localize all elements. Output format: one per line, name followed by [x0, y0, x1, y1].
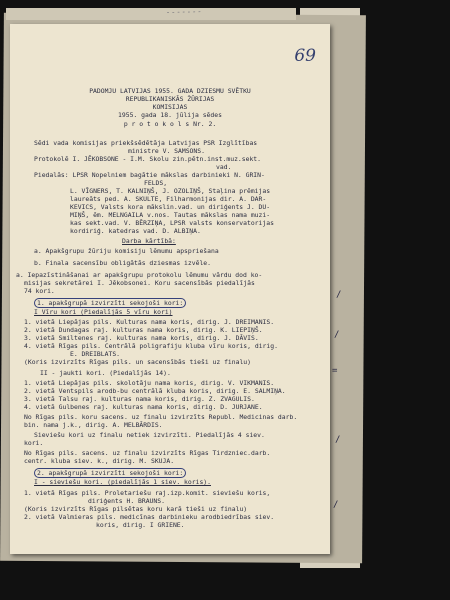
margin-mark: / — [336, 290, 342, 300]
place-line: 1. vietā Liepājas pils. Kulturas nama koris, dirig. J. DREIMANIS. — [24, 318, 275, 326]
margin-marks — [330, 40, 355, 560]
header-date: 1955. gada 18. jūlija sēdes — [118, 111, 222, 119]
protocol-title: p r o t o k o l s Nr. 2. — [123, 120, 217, 128]
place-line: diriģents H. BRAUNS. — [88, 497, 165, 505]
mixed-note: No Rīgas pils. koru sacens. uz finalu izvirzīts Republ. Medicinas darb. — [24, 413, 298, 421]
group2-note: (Koris izvirzīts Rīgas pilsētas koru karā tieši uz finalu) — [24, 505, 248, 513]
margin-mark: = — [332, 366, 338, 376]
women-note: Sieviešu kori uz finalu netiek izvirzīti. Piedalījās 4 siev. — [34, 431, 265, 439]
rear-page-strip — [6, 8, 296, 20]
intro-line: vad. — [216, 163, 232, 171]
intro-line: MIŅŠ, ēm. MELNGAILA v.nos. Tautas mākslas nama muzi- — [70, 211, 271, 219]
margin-mark: / — [335, 435, 341, 445]
riga-note: No Rīgas pils. sacens. uz finalu izvirzīts Rīgas Tirdzniec.darb. — [24, 449, 271, 457]
place-line: 4. vietā Rīgas pils. Centrālā poligrafiju kluba vīru koris, dirig. — [24, 342, 278, 350]
riga-note: centr. kluba siev. k., dirig. M. SKUJA. — [24, 457, 175, 465]
group1-title: 1. apakšgrupā izvirzīti sekojoši kori: — [34, 298, 186, 308]
mixed-note: bin. nama j.k., dirig. A. MELBĀRDIS. — [24, 421, 163, 429]
place-line: 2. vietā Dundagas raj. kulturas nama koris, dirig. K. LIEPIŅŠ. — [24, 326, 263, 334]
women-note: kori. — [24, 439, 44, 447]
item-a-line: 74 kori. — [24, 287, 55, 295]
intro-line: ministre V. SAMSONS. — [128, 147, 205, 155]
item-a-line: a. Iepazīstināšanai ar apakšgrupu protokolu lēmumu vārdu dod ko- — [16, 271, 263, 279]
intro-line: FELDS, — [144, 179, 168, 187]
intro-line: laureāts ped. A. SKULTE, Filharmonijas dir. A. DAR- — [70, 195, 267, 203]
intro-line: kas sekt.vad. V. BĒRZIŅA, LPSR valsts konservatorijas — [70, 219, 274, 227]
header-line: PADOMJU LATVIJAS 1955. GADA DZIESMU SVĒTKU — [89, 87, 251, 95]
place-line: koris, dirig. I GRIENE. — [96, 521, 185, 529]
intro-line: Piedalās: LPSR Nopelniem bagātie mākslas darbinieki N. GRIN- — [34, 171, 265, 179]
place-line: 4. vietā Gulbenes raj. kulturas nama koris, dirig. D. JURJANE. — [24, 403, 263, 411]
intro-line: Protokolē I. JĒKOBSONE - I.M. Skolu zin.pētn.inst.muz.sekt. — [34, 155, 262, 163]
intro-line: kordiriģ. katedras vad. D. ALBIŅA. — [70, 227, 201, 235]
intro-line: KEVICS, Valsts kora mākslin.vad. un diriģents J. DU- — [70, 203, 271, 211]
margin-mark: / — [333, 500, 339, 510]
agenda-item: b. Finala sacensību obligātās dziesmas izvēle. — [34, 259, 211, 267]
place-line: 2. vietā Valmieras pils. medicīnas darbinieku arodbiedrības siev. — [24, 513, 275, 521]
intro-line: L. VĪGNERS, T. KALNIŅŠ, J. OZOLIŅŠ, Staļina prēmijas — [70, 187, 271, 195]
place-line: 1. vietā Rīgas pils. Proletariešu raj.izp.komit. sieviešu koris, — [24, 489, 271, 497]
agenda-item: a. Apakšgrupu žūriju komisiju lēmumu apspriešana — [34, 247, 219, 255]
margin-mark: / — [334, 330, 340, 340]
place-line: 3. vietā Talsu raj. kulturas nama koris, dirig. Z. ZVAGULIS. — [24, 395, 255, 403]
header-line: KOMISIJAS — [152, 103, 188, 111]
item-a-line: misijas sekretārei I. Jēkobsonei. Koru sacensībās piedalījās — [24, 279, 255, 287]
group1-subtitle: I Vīru kori (Piedalījās 5 vīru kori) — [34, 308, 173, 316]
place-line: 1. vietā Liepājas pils. skolotāju nama koris, dirig. V. VIKMANIS. — [24, 379, 275, 387]
agenda-title: Darba kārtībā: — [122, 237, 176, 245]
place-line: E. DREIBLATS. — [70, 350, 121, 358]
intro-line: Sēdi vada komisijas priekšsēdētāja Latvijas PSR Izglītības — [34, 139, 258, 147]
mixed-title: II - jaukti kori. (Piedalījās 14). — [40, 369, 171, 377]
group1-note: (Koris izvirzīts Rīgas pils. un sacensībās tieši uz finalu) — [24, 358, 252, 366]
header-line: REPUBLIKANISKĀS ŽŪRIJAS — [125, 95, 215, 103]
handwritten-page-number: 69 — [294, 46, 316, 66]
place-line: 2. vietā Ventspils arodb-bu centrālā kluba koris, dirig. E. SALMIŅA. — [24, 387, 286, 395]
rear-page-mark: ------- — [165, 7, 203, 17]
group2-subtitle: I - sieviešu kori. (piedalījās 1 siev. koris). — [34, 478, 211, 486]
group2-title: 2. apakšgrupā izvirzīti sekojoši kori: — [34, 468, 186, 478]
place-line: 3. vietā Smiltenes raj. kulturas nama koris, dirig. J. DĀVIS. — [24, 334, 259, 342]
document-page — [10, 24, 330, 554]
